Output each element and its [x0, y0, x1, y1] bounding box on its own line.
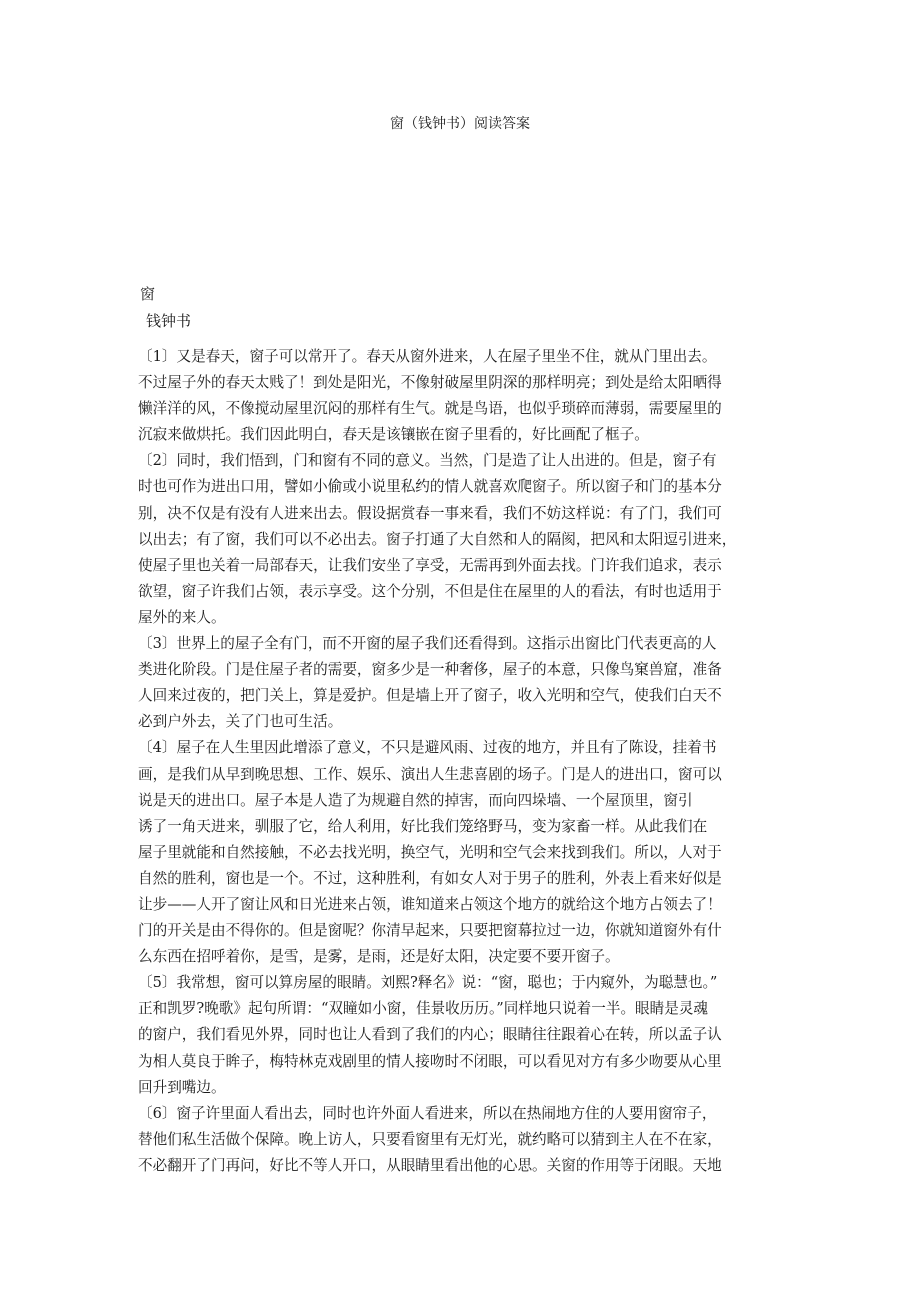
text-line: 替他们私生活做个保障。晚上访人，只要看窗里有无灯光，就约略可以猜到主人在不在家， [138, 1130, 722, 1148]
text-line [138, 1179, 788, 1205]
text-line: 懒洋洋的风，不像搅动屋里沉闷的那样有生气。就是鸟语，也似乎琐碎而薄弱，需要屋里的 [138, 400, 722, 418]
text-line: 自然的胜利，窗也是一个。不过，这种胜利，有如女人对于男子的胜利，外表上看来好似是 [138, 869, 722, 887]
text-line: 正和凯罗?晚歌》起句所谓：“双瞳如小窗，佳景收历历。”同样地只说着一半。眼睛是灵魂 [138, 1000, 709, 1018]
text-line: 〔3〕世界上的屋子全有门，而不开窗的屋子我们还看得到。这指示出窗比门代表更高的人 [138, 635, 717, 653]
text-line: 让步——人开了窗让风和日光进来占领，谁知道来占领这个地方的就给这个地方占领去了！ [138, 895, 722, 913]
text-line: 使屋子里也关着一局部春天，让我们安坐了享受，无需再到外面去找。门许我们追求，表示 [138, 556, 722, 574]
text-line: 〔2〕同时，我们悟到，门和窗有不同的意义。当然，门是造了让人出进的。但是，窗子有 [138, 452, 717, 470]
text-line: 〔1〕又是春天，窗子可以常开了。春天从窗外进来，人在屋子里坐不住，就从门里出去。 [138, 348, 717, 365]
text-line: 屋外的来人。 [138, 608, 226, 626]
essay-title: 窗 [140, 285, 156, 303]
text-line: 不必翻开了门再问，好比不等人开口，从眼睛里看出他的心思。关窗的作用等于闭眼。天地 [138, 1156, 722, 1174]
text-line: 门的开关是由不得你的。但是窗呢？你清早起来，只要把窗幕拉过一边，你就知道窗外有什 [138, 922, 722, 940]
text-line: 回升到嘴边。 [138, 1078, 226, 1096]
text-line: 欲望，窗子许我们占领，表示享受。这个分别，不但是住在屋里的人的看法，有时也适用于 [138, 582, 722, 600]
text-line: 的窗户，我们看见外界，同时也让人看到了我们的内心；眼睛往往跟着心在转，所以孟子认 [138, 1026, 722, 1044]
text-line: 〔4〕屋子在人生里因此增添了意义，不只是避风雨、过夜的地方，并且有了陈设，挂着书 [138, 739, 717, 757]
text-line: 人回来过夜的，把门关上，算是爱护。但是墙上开了窗子，收入光明和空气，使我们白天不 [138, 687, 722, 705]
essay-author: 钱钟书 [146, 312, 192, 330]
text-line: 么东西在招呼着你，是雪，是雾，是雨，还是好太阳，决定要不要开窗子。 [138, 948, 620, 966]
text-line: 别，决不仅是有没有人进来出去。假设据赏春一事来看，我们不妨这样说：有了门，我们可 [138, 504, 722, 522]
text-line: 〔5〕我常想，窗可以算房屋的眼睛。刘熙?释名》说：“窗，聪也；于内窥外，为聪慧也。” [138, 974, 718, 992]
text-line: 沉寂来做烘托。我们因此明白，春天是该镶嵌在窗子里看的，好比画配了框子。 [138, 426, 649, 444]
text-line: 画，是我们从早到晚思想、工作、娱乐、演出人生悲喜剧的场子。门是人的进出口，窗可以 [138, 765, 722, 783]
text-line: 时也可作为进出口用，譬如小偷或小说里私约的情人就喜欢爬窗子。所以窗子和门的基本分 [138, 478, 722, 496]
page-title: 窗（钱钟书）阅读答案 [390, 116, 530, 132]
essay-body [138, 336, 788, 1205]
text-line: 诱了一角天进来，驯服了它，给人利用，好比我们笼络野马，变为家畜一样。从此我们在 [138, 817, 708, 835]
text-line: 必到户外去，关了门也可生活。 [138, 713, 343, 731]
text-line: 以出去；有了窗，我们可以不必出去。窗子打通了大自然和人的隔阂，把风和太阳逗引进来， [138, 530, 737, 548]
text-line: 屋子里就能和自然接触，不必去找光明，换空气，光明和空气会来找到我们。所以，人对于 [138, 843, 722, 861]
text-line: 说是天的进出口。屋子本是人造了为规避自然的掉害，而向四垛墙、一个屋顶里，窗引 [138, 791, 693, 809]
text-line: 〔6〕窗子许里面人看出去，同时也许外面人看进来，所以在热闹地方住的人要用窗帘子， [138, 1104, 717, 1122]
text-line: 为相人莫良于眸子，梅特林克戏剧里的情人接吻时不闭眼，可以看见对方有多少吻要从心里 [138, 1052, 722, 1070]
text-line: 不过屋子外的春天太贱了！到处是阳光，不像射破屋里阴深的那样明亮；到处是给太阳晒得 [138, 374, 722, 392]
text-line: 类进化阶段。门是住屋子者的需要，窗多少是一种奢侈，屋子的本意，只像鸟窠兽窟，准备 [138, 661, 722, 679]
